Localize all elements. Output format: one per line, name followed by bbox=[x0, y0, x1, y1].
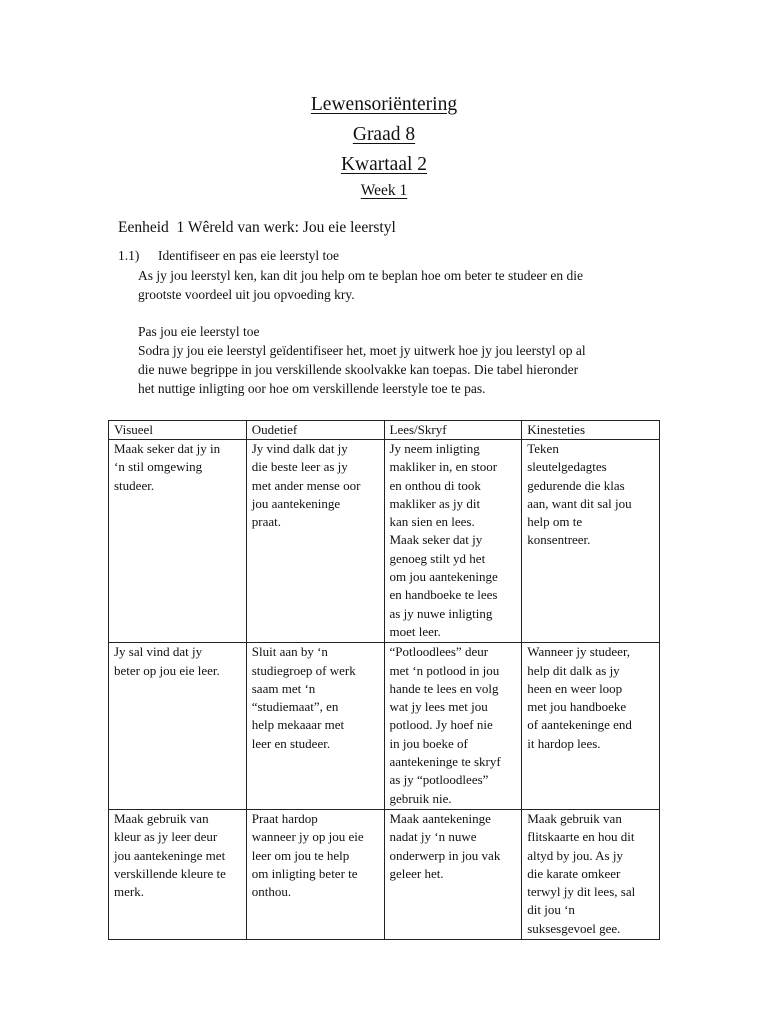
cell-line: “Potloodlees” deur bbox=[389, 644, 489, 660]
section-number: 1.1) bbox=[118, 248, 140, 263]
cell-line: met ander mense oor bbox=[251, 477, 361, 493]
cell-line: merk. bbox=[114, 884, 144, 900]
paragraph-line: Sodra jy jou eie leerstyl geïdentifiseer het, moet jy uitwerk hoe jy jou leerstyl op al bbox=[138, 343, 586, 358]
paragraph-line: grootste voordeel uit jou opvoeding kry. bbox=[138, 287, 355, 302]
cell-line: praat. bbox=[251, 514, 281, 530]
cell-line: om inligting beter te bbox=[251, 865, 358, 881]
table-row bbox=[109, 809, 660, 939]
table-cell bbox=[522, 809, 660, 939]
cell-line: ‘n stil omgewing bbox=[114, 459, 203, 475]
cell-line: help mekaaar met bbox=[251, 717, 345, 733]
cell-line: onthou. bbox=[251, 884, 292, 900]
cell-line: of aantekeninge end bbox=[527, 717, 632, 733]
cell-line: aan, want dit sal jou bbox=[527, 495, 632, 511]
cell-line: jou aantekeninge met bbox=[114, 847, 226, 863]
cell-line: geleer het. bbox=[389, 865, 444, 881]
cell-line: help om te bbox=[527, 514, 583, 530]
cell-line: kan sien en lees. bbox=[389, 514, 475, 530]
learning-styles-table bbox=[108, 420, 660, 940]
cell-line: kleur as jy leer deur bbox=[114, 829, 218, 845]
cell-line: konsentreer. bbox=[527, 532, 591, 548]
cell-line: genoeg stilt yd het bbox=[389, 550, 486, 566]
cell-line: nadat jy ‘n nuwe bbox=[389, 829, 477, 845]
cell-line: studiegroep of werk bbox=[251, 662, 356, 678]
table-cell bbox=[384, 440, 522, 643]
cell-line: suksesgevoel gee. bbox=[527, 920, 621, 936]
cell-line: as jy nuwe inligting bbox=[389, 605, 493, 621]
grade-title: Graad 8 bbox=[352, 124, 416, 145]
table-body bbox=[109, 440, 660, 940]
table-row bbox=[109, 643, 660, 810]
cell-line: Maak gebruik van bbox=[527, 810, 622, 826]
cell-line: Maak aantekeninge bbox=[389, 810, 491, 826]
cell-line: terwyl jy dit lees, sal bbox=[527, 884, 636, 900]
table-cell bbox=[246, 643, 384, 810]
cell-line: leer om jou te help bbox=[251, 847, 350, 863]
cell-line: Maak seker dat jy in bbox=[114, 441, 221, 456]
cell-line: die beste leer as jy bbox=[251, 459, 348, 475]
cell-line: Maak seker dat jy bbox=[389, 532, 483, 548]
cell-line: jou aantekeninge bbox=[251, 495, 341, 511]
cell-line: wat jy lees met jou bbox=[389, 699, 488, 715]
column-header-read-write: Lees/Skryf bbox=[384, 421, 522, 440]
table-cell bbox=[384, 643, 522, 810]
cell-line: altyd by jou. As jy bbox=[527, 847, 623, 863]
paragraph-line: die nuwe begrippe in jou verskillende skoolvakke kan toepas. Die tabel hieronder bbox=[138, 362, 579, 377]
cell-line: Jy vind dalk dat jy bbox=[251, 441, 348, 456]
cell-line: Sluit aan by ‘n bbox=[251, 644, 328, 660]
table-cell bbox=[109, 809, 247, 939]
column-header-visual: Visueel bbox=[109, 421, 247, 440]
subject-title: Lewensoriëntering bbox=[310, 94, 458, 115]
cell-line: wanneer jy op jou eie bbox=[251, 829, 364, 845]
table-row bbox=[109, 440, 660, 643]
cell-line: “studiemaat”, en bbox=[251, 699, 339, 715]
cell-line: gedurende die klas bbox=[527, 477, 625, 493]
cell-line: makliker as jy dit bbox=[389, 495, 481, 511]
cell-line: onderwerp in jou vak bbox=[389, 847, 501, 863]
cell-line: dit jou ‘n bbox=[527, 902, 575, 918]
cell-line: hande te lees en volg bbox=[389, 680, 499, 696]
cell-line: help dit dalk as jy bbox=[527, 662, 620, 678]
unit-heading: Eenheid 1 Wêreld van werk: Jou eie leerstyl bbox=[118, 219, 396, 236]
cell-line: Wanneer jy studeer, bbox=[527, 644, 630, 660]
cell-line: studeer. bbox=[114, 477, 155, 493]
table-header-row bbox=[109, 421, 660, 440]
cell-line: met jou handboeke bbox=[527, 699, 627, 715]
cell-line: as jy “potloodlees” bbox=[389, 772, 489, 788]
table-cell bbox=[522, 643, 660, 810]
cell-line: sleutelgedagtes bbox=[527, 459, 607, 475]
cell-line: Maak gebruik van bbox=[114, 810, 209, 826]
cell-line: moet leer. bbox=[389, 623, 441, 639]
cell-line: leer en studeer. bbox=[251, 735, 331, 751]
cell-line: met ‘n potlood in jou bbox=[389, 662, 500, 678]
cell-line: Praat hardop bbox=[251, 810, 318, 826]
table-cell bbox=[109, 440, 247, 643]
table-cell bbox=[522, 440, 660, 643]
column-header-auditory: Oudetief bbox=[246, 421, 384, 440]
table-cell bbox=[246, 809, 384, 939]
cell-line: in jou boeke of bbox=[389, 735, 468, 751]
paragraph-line: Pas jou eie leerstyl toe bbox=[138, 324, 260, 339]
cell-line: Jy sal vind dat jy bbox=[114, 644, 203, 660]
apply-paragraph bbox=[138, 322, 638, 398]
cell-line: beter op jou eie leer. bbox=[114, 662, 220, 678]
column-header-kinesthetic: Kinesteties bbox=[522, 421, 660, 440]
paragraph-line: As jy jou leerstyl ken, kan dit jou help om te beplan hoe om beter te studeer en die bbox=[138, 268, 584, 283]
cell-line: it hardop lees. bbox=[527, 735, 601, 751]
cell-line: Jy neem inligting bbox=[389, 441, 480, 456]
term-title: Kwartaal 2 bbox=[340, 154, 428, 175]
cell-line: verskillende kleure te bbox=[114, 865, 226, 881]
cell-line: en handboeke te lees bbox=[389, 587, 498, 603]
paragraph-line: het nuttige inligting oor hoe om verskillende leerstyle toe te pas. bbox=[138, 381, 486, 396]
table-cell bbox=[246, 440, 384, 643]
cell-line: heen en weer loop bbox=[527, 680, 623, 696]
table-cell bbox=[384, 809, 522, 939]
table-cell bbox=[109, 643, 247, 810]
cell-line: saam met ‘n bbox=[251, 680, 316, 696]
cell-line: Teken bbox=[527, 441, 559, 456]
cell-line: aantekeninge te skryf bbox=[389, 754, 501, 770]
cell-line: makliker in, en stoor bbox=[389, 459, 498, 475]
intro-paragraph bbox=[138, 266, 638, 304]
cell-line: gebruik nie. bbox=[389, 790, 452, 806]
cell-line: die karate omkeer bbox=[527, 865, 621, 881]
cell-line: potlood. Jy hoef nie bbox=[389, 717, 493, 733]
title-block bbox=[0, 90, 768, 180]
cell-line: flitskaarte en hou dit bbox=[527, 829, 635, 845]
week-label: Week 1 bbox=[360, 182, 408, 199]
cell-line: om jou aantekeninge bbox=[389, 569, 498, 585]
section-title: Identifiseer en pas eie leerstyl toe bbox=[158, 248, 340, 263]
cell-line: en onthou di took bbox=[389, 477, 481, 493]
